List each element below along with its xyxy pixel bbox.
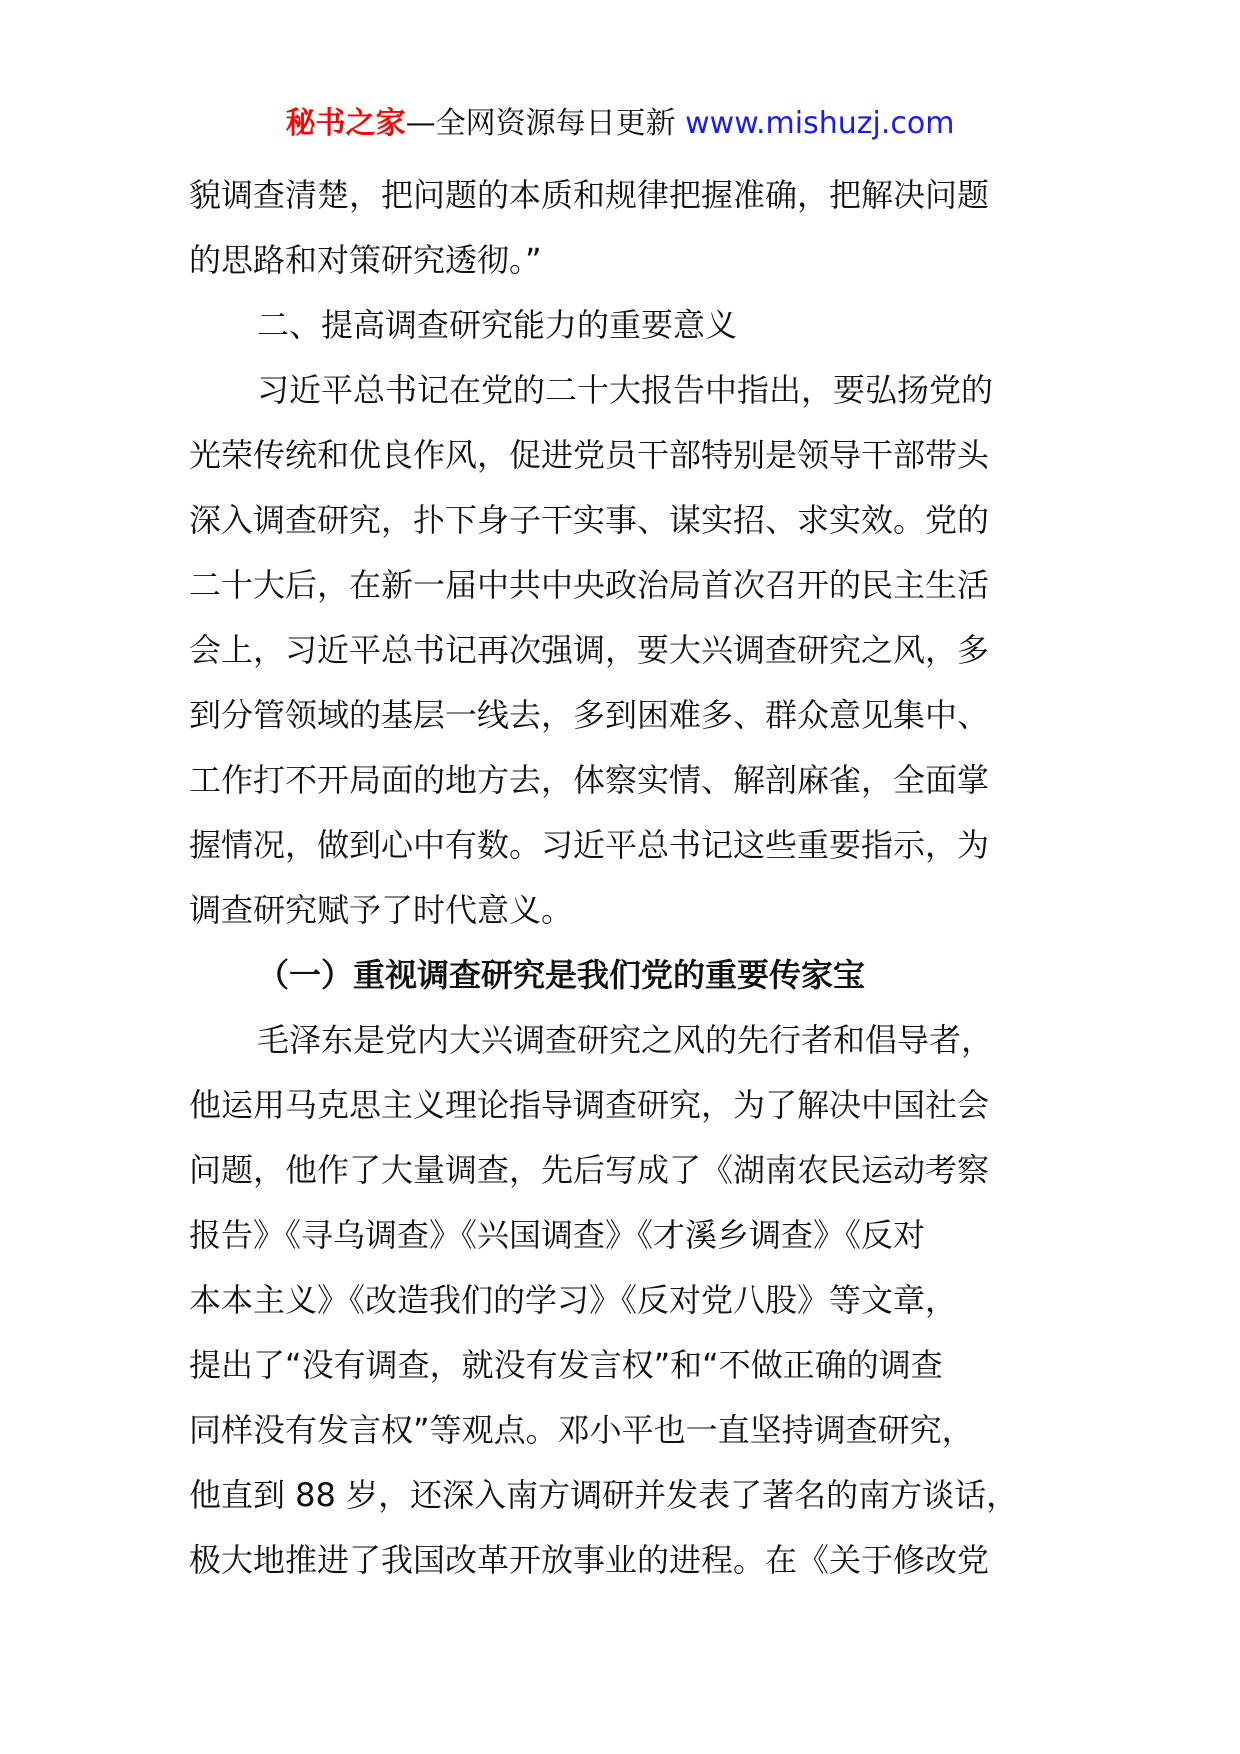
body-line: 到分管领域的基层一线去，多到困难多、群众意见集中、 — [189, 696, 990, 734]
body-line: 会上，习近平总书记再次强调，要大兴调查研究之风，多 — [189, 631, 990, 669]
body-line: 问题，他作了大量调查，先后写成了《湖南农民运动考察 — [189, 1151, 990, 1189]
body-line: 同样没有发言权”等观点。邓小平也一直坚持调查研究， — [189, 1411, 974, 1449]
body-line: 他直到 88 岁，还深入南方调研并发表了著名的南方谈话， — [189, 1476, 1019, 1514]
body-line: 极大地推进了我国改革开放事业的进程。在《关于修改党 — [189, 1541, 990, 1579]
site-header — [0, 104, 1240, 144]
body-line: 貌调查清楚，把问题的本质和规律把握准确，把解决问题 — [189, 176, 990, 214]
brand-name: 秘书之家 — [285, 106, 406, 141]
body-line: 报告》《寻乌调查》《兴国调查》《才溪乡调查》《反对 — [189, 1216, 926, 1254]
body-line: 毛泽东是党内大兴调查研究之风的先行者和倡导者， — [257, 1021, 994, 1059]
body-line: 的思路和对策研究透彻。” — [189, 241, 542, 279]
body-line: 提出了“没有调查，就没有发言权”和“不做正确的调查 — [189, 1346, 943, 1384]
subsection-heading: （一）重视调查研究是我们党的重要传家宝 — [257, 956, 866, 994]
header-tagline: —全网资源每日更新 — [405, 106, 676, 141]
document-body — [189, 163, 1029, 1593]
body-line: 习近平总书记在党的二十大报告中指出，要弘扬党的 — [257, 371, 994, 409]
body-line: 二十大后，在新一届中共中央政治局首次召开的民主生活 — [189, 566, 990, 604]
body-line: 调查研究赋予了时代意义。 — [189, 891, 574, 929]
section-heading: 二、提高调查研究能力的重要意义 — [257, 306, 738, 344]
body-line: 工作打不开局面的地方去，体察实情、解剖麻雀，全面掌 — [189, 761, 990, 799]
body-line: 握情况，做到心中有数。习近平总书记这些重要指示，为 — [189, 826, 990, 864]
body-line: 他运用马克思主义理论指导调查研究，为了解决中国社会 — [189, 1086, 990, 1124]
body-line: 本本主义》《改造我们的学习》《反对党八股》等文章， — [189, 1281, 958, 1319]
site-url-link[interactable]: www.mishuzj.com — [685, 106, 955, 141]
body-line: 深入调查研究，扑下身子干实事、谋实招、求实效。党的 — [189, 501, 990, 539]
body-line: 光荣传统和优良作风，促进党员干部特别是领导干部带头 — [189, 436, 990, 474]
